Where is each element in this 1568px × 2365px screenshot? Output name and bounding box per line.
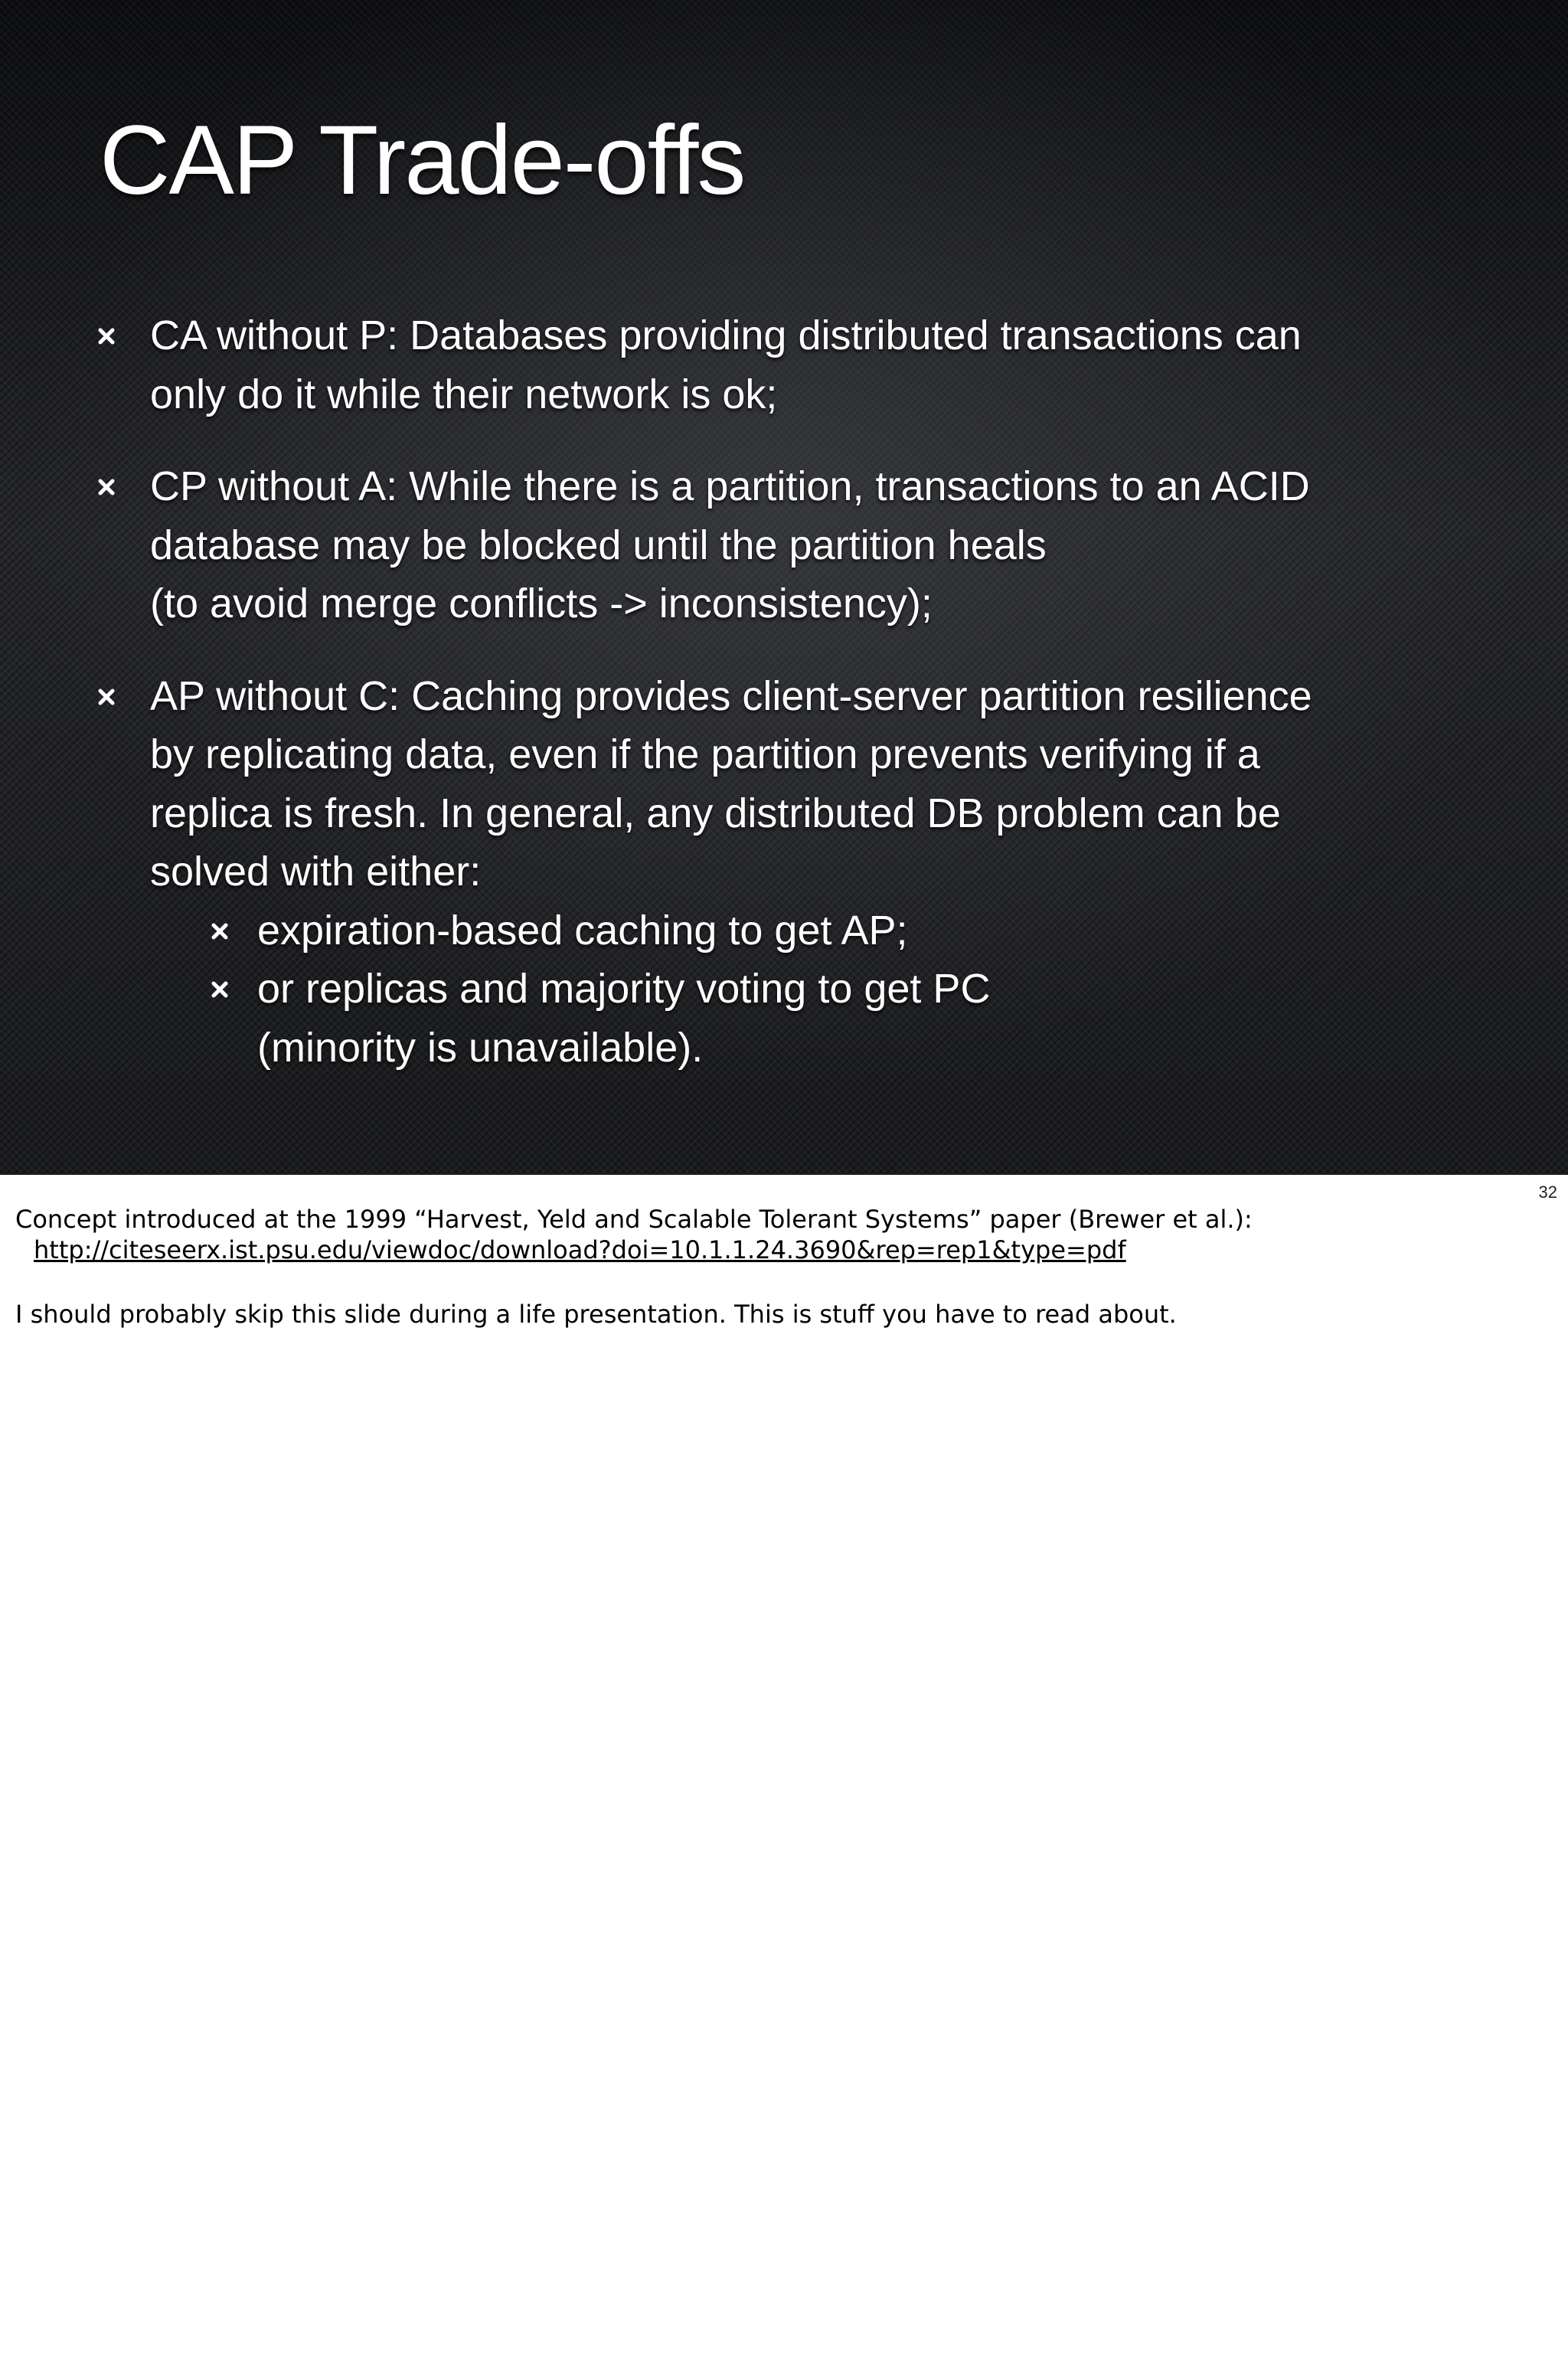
bullet-list: [98, 306, 1476, 1111]
bullet-line: AP without C: Caching provides client-server partition resilience: [150, 672, 1312, 719]
slide-title: CAP Trade-offs: [100, 106, 745, 215]
bullet-line: solved with either:: [150, 849, 482, 895]
bullet-item: [98, 306, 1476, 424]
notes-reference-text: Concept introduced at the 1999 “Harvest, Yeld and Scalable Tolerant Systems” paper (Brewer et al.):: [15, 1205, 1253, 1234]
bullet-line: only do it while their network is ok;: [150, 371, 778, 417]
speaker-notes: [15, 1204, 1547, 1330]
bullet-line: CA without P: Databases providing distributed transactions can: [150, 312, 1302, 358]
sub-bullet-item: [150, 960, 1476, 1077]
x-bullet-icon: [98, 479, 115, 496]
sub-bullet-line: or replicas and majority voting to get PC: [257, 966, 991, 1012]
x-bullet-icon: [211, 981, 228, 998]
paper-link[interactable]: http://citeseerx.ist.psu.edu/viewdoc/download?doi=10.1.1.24.3690&rep=rep1&type=pdf: [34, 1235, 1126, 1264]
x-bullet-icon: [98, 328, 115, 345]
sub-bullet-line: expiration-based caching to get AP;: [257, 907, 908, 954]
slide: [0, 0, 1568, 1175]
page-number: 32: [1538, 1182, 1557, 1202]
bullet-line: replica is fresh. In general, any distributed DB problem can be: [150, 790, 1281, 836]
bullet-item: [98, 457, 1476, 633]
sub-bullet-item: [150, 901, 1476, 960]
bullet-line: (to avoid merge conflicts -> inconsistency);: [150, 581, 933, 626]
sub-bullet-line: (minority is unavailable).: [257, 1024, 704, 1071]
bullet-line: database may be blocked until the partition heals: [150, 522, 1047, 568]
notes-comment-text: I should probably skip this slide during a life presentation. This is stuff you have to read about.: [15, 1300, 1177, 1329]
notes-spacer: [15, 1265, 1547, 1299]
x-bullet-icon: [98, 689, 115, 705]
bullet-line: by replicating data, even if the partition prevents verifying if a: [150, 731, 1260, 777]
x-bullet-icon: [211, 923, 228, 940]
bullet-line: CP without A: While there is a partition, transactions to an ACID: [150, 463, 1310, 509]
bullet-item: [98, 667, 1476, 1078]
sub-bullet-list: [150, 901, 1476, 1078]
